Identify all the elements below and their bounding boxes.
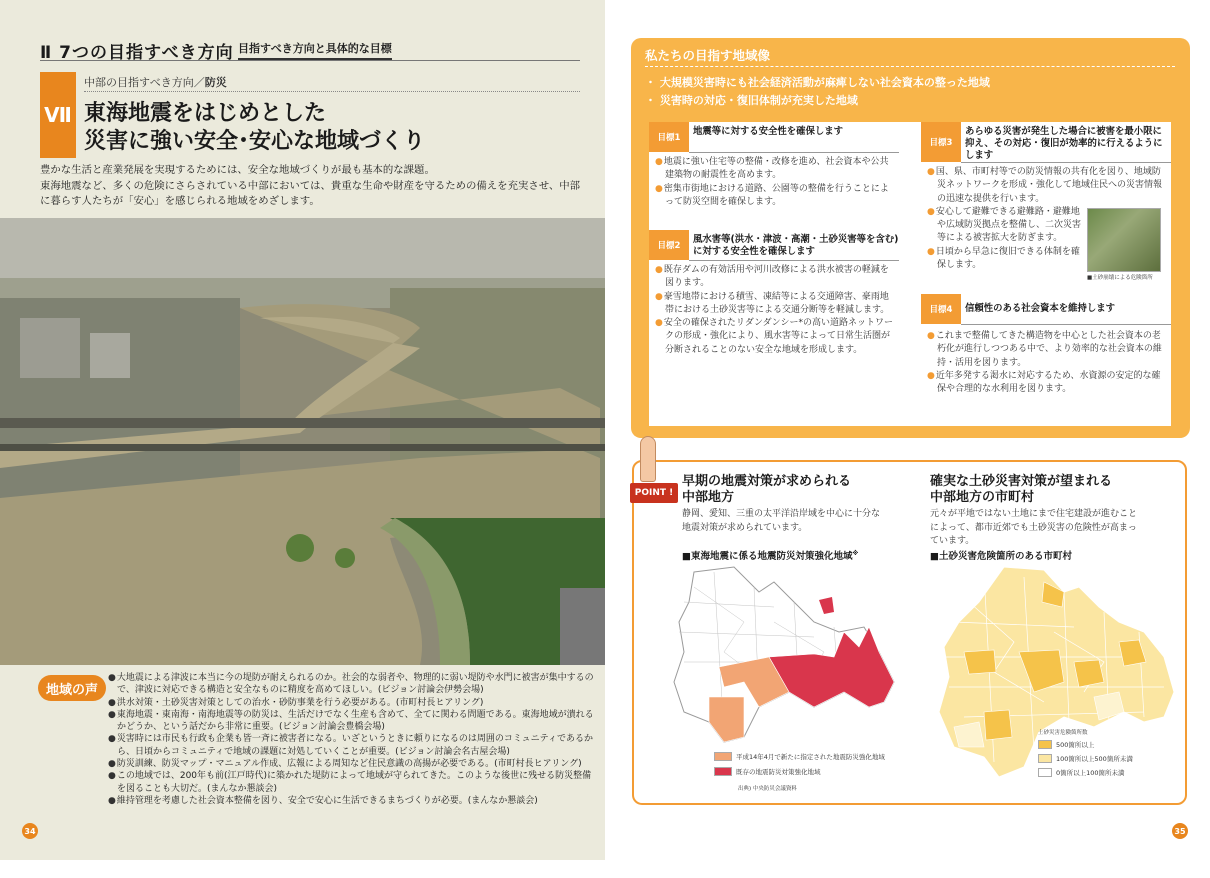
legend2-mid — [1038, 754, 1133, 763]
point1-title-line2: 中部地方 — [682, 490, 735, 505]
goal-item: ● 密集市街地における道路、公園等の整備を行うことによって防災空間を確保します。 — [655, 183, 897, 210]
goal-item: ● 近年多発する渇水に対応するため、水資源の安定的な確保や合理的な水利用を図ります。 — [927, 370, 1169, 397]
legend-swatch — [714, 752, 732, 761]
goal-rule — [689, 152, 899, 153]
vision-title: 私たちの目指す地域像 — [645, 48, 771, 63]
goal-title: あらゆる災害が発生した場合に被害を最小限に抑え、その対応・復旧が効率的に行えるようにします — [965, 126, 1163, 161]
lead-line1: 豊かな生活と産業発展を実現するためには、安全な地域づくりが最も基本的な課題。 — [40, 164, 435, 176]
breadcrumb-current: 防災 — [204, 76, 227, 89]
section-subheading: 目指すべき方向と具体的な目標 — [238, 40, 392, 60]
breadcrumb — [84, 74, 227, 90]
goals-panel — [649, 122, 1171, 426]
point2-text: 元々が平地ではない土地にまで住宅建設が進むことによって、都市近郊でも土砂災害の危険性が高まっています。 — [930, 509, 1138, 546]
earthquake-map — [664, 562, 914, 757]
list-item: ● 東海地震・東南海・南海地震等の防災は、生活だけでなく生産も含めて、全てに関わる問題である。東海地域が潰れるかどうか、という話だから非常に重要。(ビジョン討論会豊橋会場) — [108, 709, 598, 734]
goal-3 — [921, 122, 1171, 282]
goal-title: 信頼性のある社会資本を維持します — [965, 303, 1116, 314]
point2-title-line2: 中部地方の市町村 — [930, 490, 1035, 505]
goal-4 — [921, 294, 1171, 414]
goal-item: ● 国、県、市町村等での防災情報の共有化を図り、地域防災ネットワークを形成・強化して地域住民への災害情報の迅速な提供を行います。 — [927, 166, 1169, 206]
goal-title: 風水害等(洪水・津波・高潮・土砂災害等を含む)に対する安全性を確保します — [693, 234, 899, 257]
goal-item: ● 日頃から早急に復旧できる体制を確保します。 — [927, 246, 1083, 273]
goal-rule — [961, 324, 1171, 325]
vision-item: ・ 大規模災害時にも社会経済活動が麻痺しない社会資本の整った地域 — [645, 76, 990, 89]
goal-item: ● 安心して避難できる避難路・避難地や広域防災拠点を整備し、二次災害等による被害拡大を防ぎます。 — [927, 206, 1083, 246]
goal-rule — [689, 260, 899, 261]
legend-swatch — [1038, 740, 1052, 749]
landslide-photo — [1087, 208, 1161, 272]
vision-rule — [645, 66, 1175, 67]
photo-caption: H12. 9 東海豪雨時の庄内川 — [490, 868, 585, 877]
lead-line2: 東海地震など、多くの危険にさらされている中部においては、貴重な生命や財産を守るための備えを充実させ、中部に暮らす人たちが「安心」を感じられる地域をめざします。 — [40, 179, 580, 207]
legend-swatch — [714, 767, 732, 776]
point2-title-line1: 確実な土砂災害対策が望まれる — [930, 474, 1113, 489]
voice-label: 地域の声 — [38, 675, 106, 701]
goal-title: 地震等に対する安全性を確保します — [693, 126, 844, 137]
legend2-title: 土砂災害危険箇所数 — [1038, 730, 1088, 736]
point-box — [632, 460, 1187, 805]
voice-list — [108, 672, 598, 807]
goal-label: 目標2 — [649, 230, 689, 260]
goal-items — [655, 264, 897, 357]
legend-existing-area — [714, 767, 821, 776]
goal-rule — [961, 162, 1171, 163]
landslide-caption: ■土砂崩壊による危険箇所 — [1087, 275, 1153, 281]
breadcrumb-rule — [84, 91, 580, 92]
legend-text: 0箇所以上100箇所未満 — [1056, 769, 1125, 777]
breadcrumb-prefix: 中部の目指すべき方向／ — [84, 76, 205, 89]
point2-map-title: ■土砂災害危険箇所のある市町村 — [930, 551, 1072, 562]
point1-title-line1: 早期の地震対策が求められる — [682, 474, 852, 489]
goal-items — [927, 330, 1169, 396]
goal-items — [655, 156, 897, 209]
section-heading: Ⅱ 7つの目指すべき方向 — [40, 43, 234, 63]
point1-text: 静岡、愛知、三重の太平洋沿岸域を中心に十分な地震対策が求められています。 — [682, 509, 881, 533]
legend-new-area — [714, 752, 885, 761]
left-page — [0, 0, 605, 877]
page-title-line1: 東海地震をはじめとした — [84, 101, 327, 126]
goal-item: ● 既存ダムの有効活用や河川改修による洪水被害の軽減を図ります。 — [655, 264, 897, 291]
page-number-left: 34 — [22, 823, 38, 839]
list-item: ● 大地震による津波に本当に今の堤防が耐えられるのか。社会的な弱者や、物理的に弱い堤防や水門に被害が集中するので、津波に対応できる構造と安全なものに精度を高めてほしい。(ビジョン討論会伊勢会場) — [108, 672, 598, 697]
list-item: ● 維持管理を考慮した社会資本整備を図り、安全で安心に生活できるまちづくりが必要。(まんなか懇談会) — [108, 795, 598, 807]
page-title-line2: 災害に強い安全･安心な地域づくり — [84, 129, 426, 154]
goal-2 — [649, 230, 899, 360]
goal-item: ● 安全の確保されたリダンダンシー*の高い道路ネットワークの形成・強化により、風水害等によって日常生活圏が分断されることのない安全な地域を形成します。 — [655, 317, 897, 357]
list-item: ● 防災訓練、防災マップ・マニュアル作成、広報による周知など住民意識の高揚が必要である。(市町村長ヒアリング) — [108, 758, 598, 770]
legend2-low — [1038, 768, 1125, 777]
list-item: ● この地域では、200年も前(江戸時代)に築かれた堤防によって地域が守られてきた。このような後世に残せる防災整備を図ることも大切だ。(まんなか懇談会) — [108, 770, 598, 795]
legend-text: 100箇所以上500箇所未満 — [1056, 755, 1133, 763]
point-tag: POINT ! — [630, 483, 678, 503]
pointing-finger-icon — [640, 436, 656, 482]
legend-text: 平成14年4月で新たに指定された地震防災強化地域 — [736, 753, 885, 761]
goal-item: ● 地震に強い住宅等の整備・改修を進め、社会資本や公共建築物の耐震性を高めます。 — [655, 156, 897, 183]
vision-panel — [631, 38, 1190, 438]
legend-swatch — [1038, 768, 1052, 777]
list-item: ● 災害時には市民も行政も企業も皆一斉に被害者になる。いざというときに頼りになるのは周囲のコミュニティであるから、日頃からコミュニティで地域の課題に対処していくことが重要。(ビジョン討論会名古屋会場) — [108, 733, 598, 758]
lead-text — [40, 163, 585, 210]
list-item: ● 洪水対策・土砂災害対策としての治水・砂防事業を行う必要がある。(市町村長ヒアリング) — [108, 697, 598, 709]
map-source: 出典) 中央防災会議資料 — [738, 786, 797, 792]
goal-item: ● これまで整備してきた構造物を中心とした社会資本の老朽化が進行しつつある中で、より効率的な社会資本の維持・活用を図ります。 — [927, 330, 1169, 370]
legend-swatch — [1038, 754, 1052, 763]
point1-map-title-text: ■東海地震に係る地震防災対策強化地域 — [682, 551, 853, 562]
point1-map-note: ※ — [852, 549, 859, 557]
goal-label: 目標3 — [921, 122, 961, 162]
section-rule — [40, 60, 580, 61]
vision-item: ・ 災害時の対応・復旧体制が充実した地域 — [645, 94, 858, 107]
right-page — [605, 0, 1210, 860]
goal-item: ● 豪雪地帯における積雪、凍結等による交通障害、豪雨地帯における土砂災害等による交通分断等を軽減します。 — [655, 291, 897, 318]
legend-text: 既存の地震防災対策強化地域 — [736, 768, 821, 776]
legend2-high — [1038, 740, 1094, 749]
point1-map-title — [682, 548, 858, 562]
goal-label: 目標1 — [649, 122, 689, 152]
chapter-number: Ⅶ — [40, 72, 76, 158]
legend-text: 500箇所以上 — [1056, 741, 1095, 749]
goal-1 — [649, 122, 899, 214]
page-number-right: 35 — [1172, 823, 1188, 839]
goal-label: 目標4 — [921, 294, 961, 324]
